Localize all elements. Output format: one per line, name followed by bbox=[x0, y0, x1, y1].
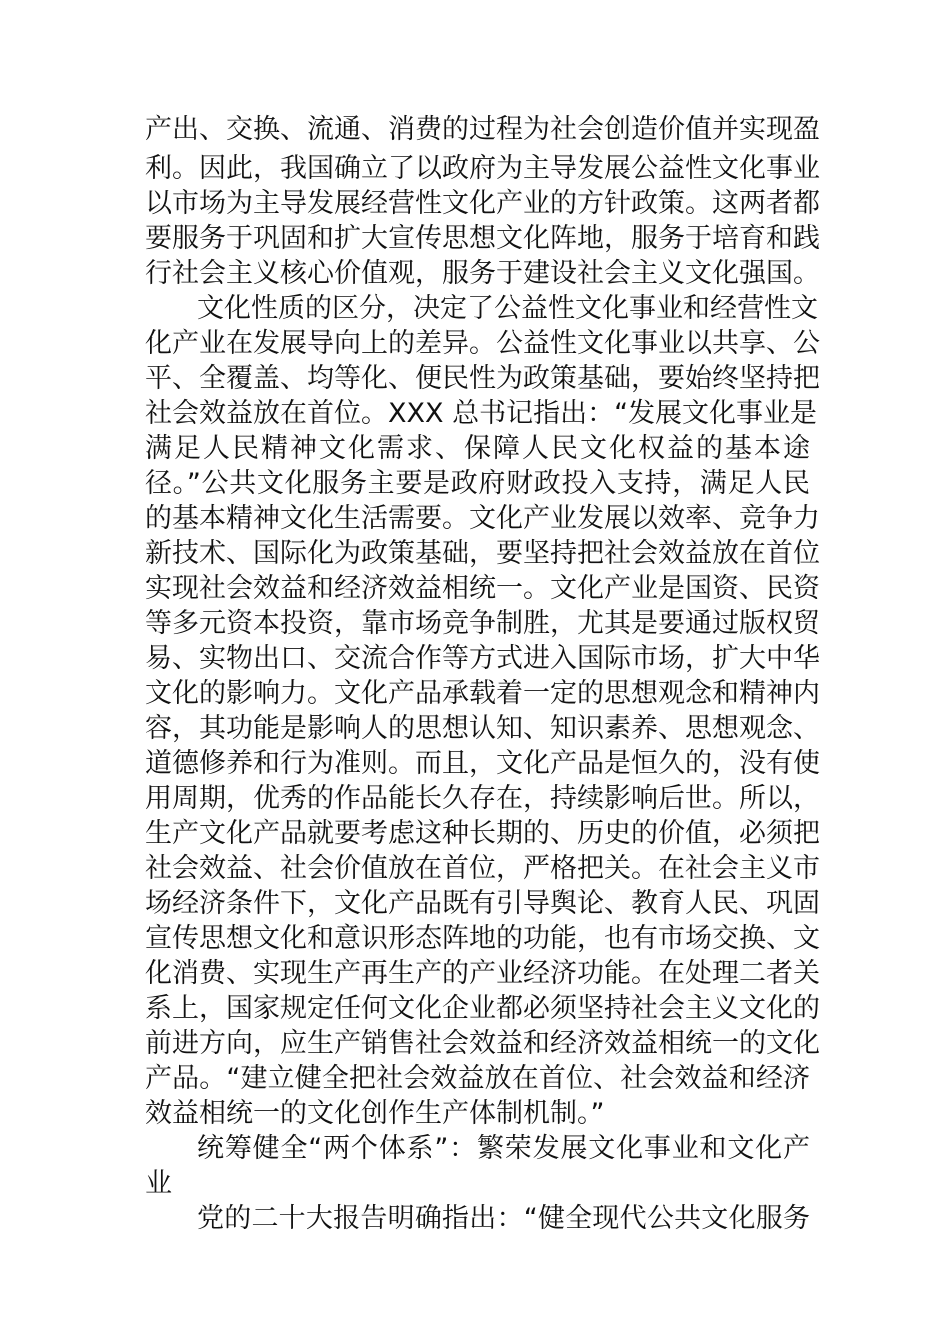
text-line: 易、实物出口、交流合作等方式进入国际市场，扩大中华 bbox=[145, 643, 820, 674]
text-line: 系上，国家规定任何文化企业都必须坚持社会主义文化的 bbox=[145, 993, 820, 1024]
text-line: 容，其功能是影响人的思想认知、知识素养、思想观念、 bbox=[145, 713, 820, 744]
text-line: 平、全覆盖、均等化、便民性为政策基础，要始终坚持把 bbox=[145, 363, 820, 394]
text-line: 产出、交换、流通、消费的过程为社会创造价值并实现盈 bbox=[145, 114, 820, 145]
text-line: 径。”公共文化服务主要是政府财政投入支持，满足人民 bbox=[145, 468, 810, 499]
text-line: 道德修养和行为准则。而且，文化产品是恒久的，没有使 bbox=[145, 748, 820, 779]
text-line: 前进方向，应生产销售社会效益和经济效益相统一的文化 bbox=[145, 1028, 820, 1059]
text-line: 社会效益、社会价值放在首位，严格把关。在社会主义市 bbox=[145, 853, 820, 884]
paragraph-first-line: 党的二十大报告明确指出：“健全现代公共文化服务 bbox=[197, 1203, 810, 1234]
text-line: 满足人民精神文化需求、保障人民文化权益的基本途 bbox=[145, 433, 810, 464]
text-line: 文化的影响力。文化产品承载着一定的思想观念和精神内 bbox=[145, 678, 820, 709]
text-line: 实现社会效益和经济效益相统一。文化产业是国资、民资 bbox=[145, 573, 820, 604]
paragraph-first-line: 文化性质的区分，决定了公益性文化事业和经营性文 bbox=[197, 293, 818, 324]
section-heading: 统筹健全“两个体系”：繁荣发展文化事业和文化产 bbox=[197, 1133, 810, 1164]
text-line: 的基本精神文化生活需要。文化产业发展以效率、竞争力 bbox=[145, 503, 820, 534]
text-line: 要服务于巩固和扩大宣传思想文化阵地，服务于培育和践 bbox=[145, 223, 820, 254]
section-heading-continued: 业 bbox=[145, 1168, 172, 1199]
text-line: 效益相统一的文化创作生产体制机制。” bbox=[145, 1098, 605, 1129]
text-line: 利。因此，我国确立了以政府为主导发展公益性文化事业 bbox=[145, 153, 820, 184]
text-line: 等多元资本投资，靠市场竞争制胜，尤其是要通过版权贸 bbox=[145, 608, 820, 639]
text-line: 以市场为主导发展经营性文化产业的方针政策。这两者都 bbox=[145, 188, 820, 219]
text-line: 生产文化产品就要考虑这种长期的、历史的价值，必须把 bbox=[145, 818, 820, 849]
text-line: 化产业在发展导向上的差异。公益性文化事业以共享、公 bbox=[145, 328, 820, 359]
text-line: 化消费、实现生产再生产的产业经济功能。在处理二者关 bbox=[145, 958, 820, 989]
text-line: 行社会主义核心价值观，服务于建设社会主义文化强国。 bbox=[145, 258, 820, 289]
text-line: 产品。“建立健全把社会效益放在首位、社会效益和经济 bbox=[145, 1063, 810, 1094]
text-line: 用周期，优秀的作品能长久存在，持续影响后世。所以， bbox=[145, 783, 820, 814]
text-line: 新技术、国际化为政策基础，要坚持把社会效益放在首位 bbox=[145, 538, 820, 569]
text-line: 社会效益放在首位。XXX 总书记指出：“发展文化事业是 bbox=[145, 398, 818, 429]
text-line: 场经济条件下，文化产品既有引导舆论、教育人民、巩固 bbox=[145, 888, 820, 919]
text-line: 宣传思想文化和意识形态阵地的功能，也有市场交换、文 bbox=[145, 923, 820, 954]
